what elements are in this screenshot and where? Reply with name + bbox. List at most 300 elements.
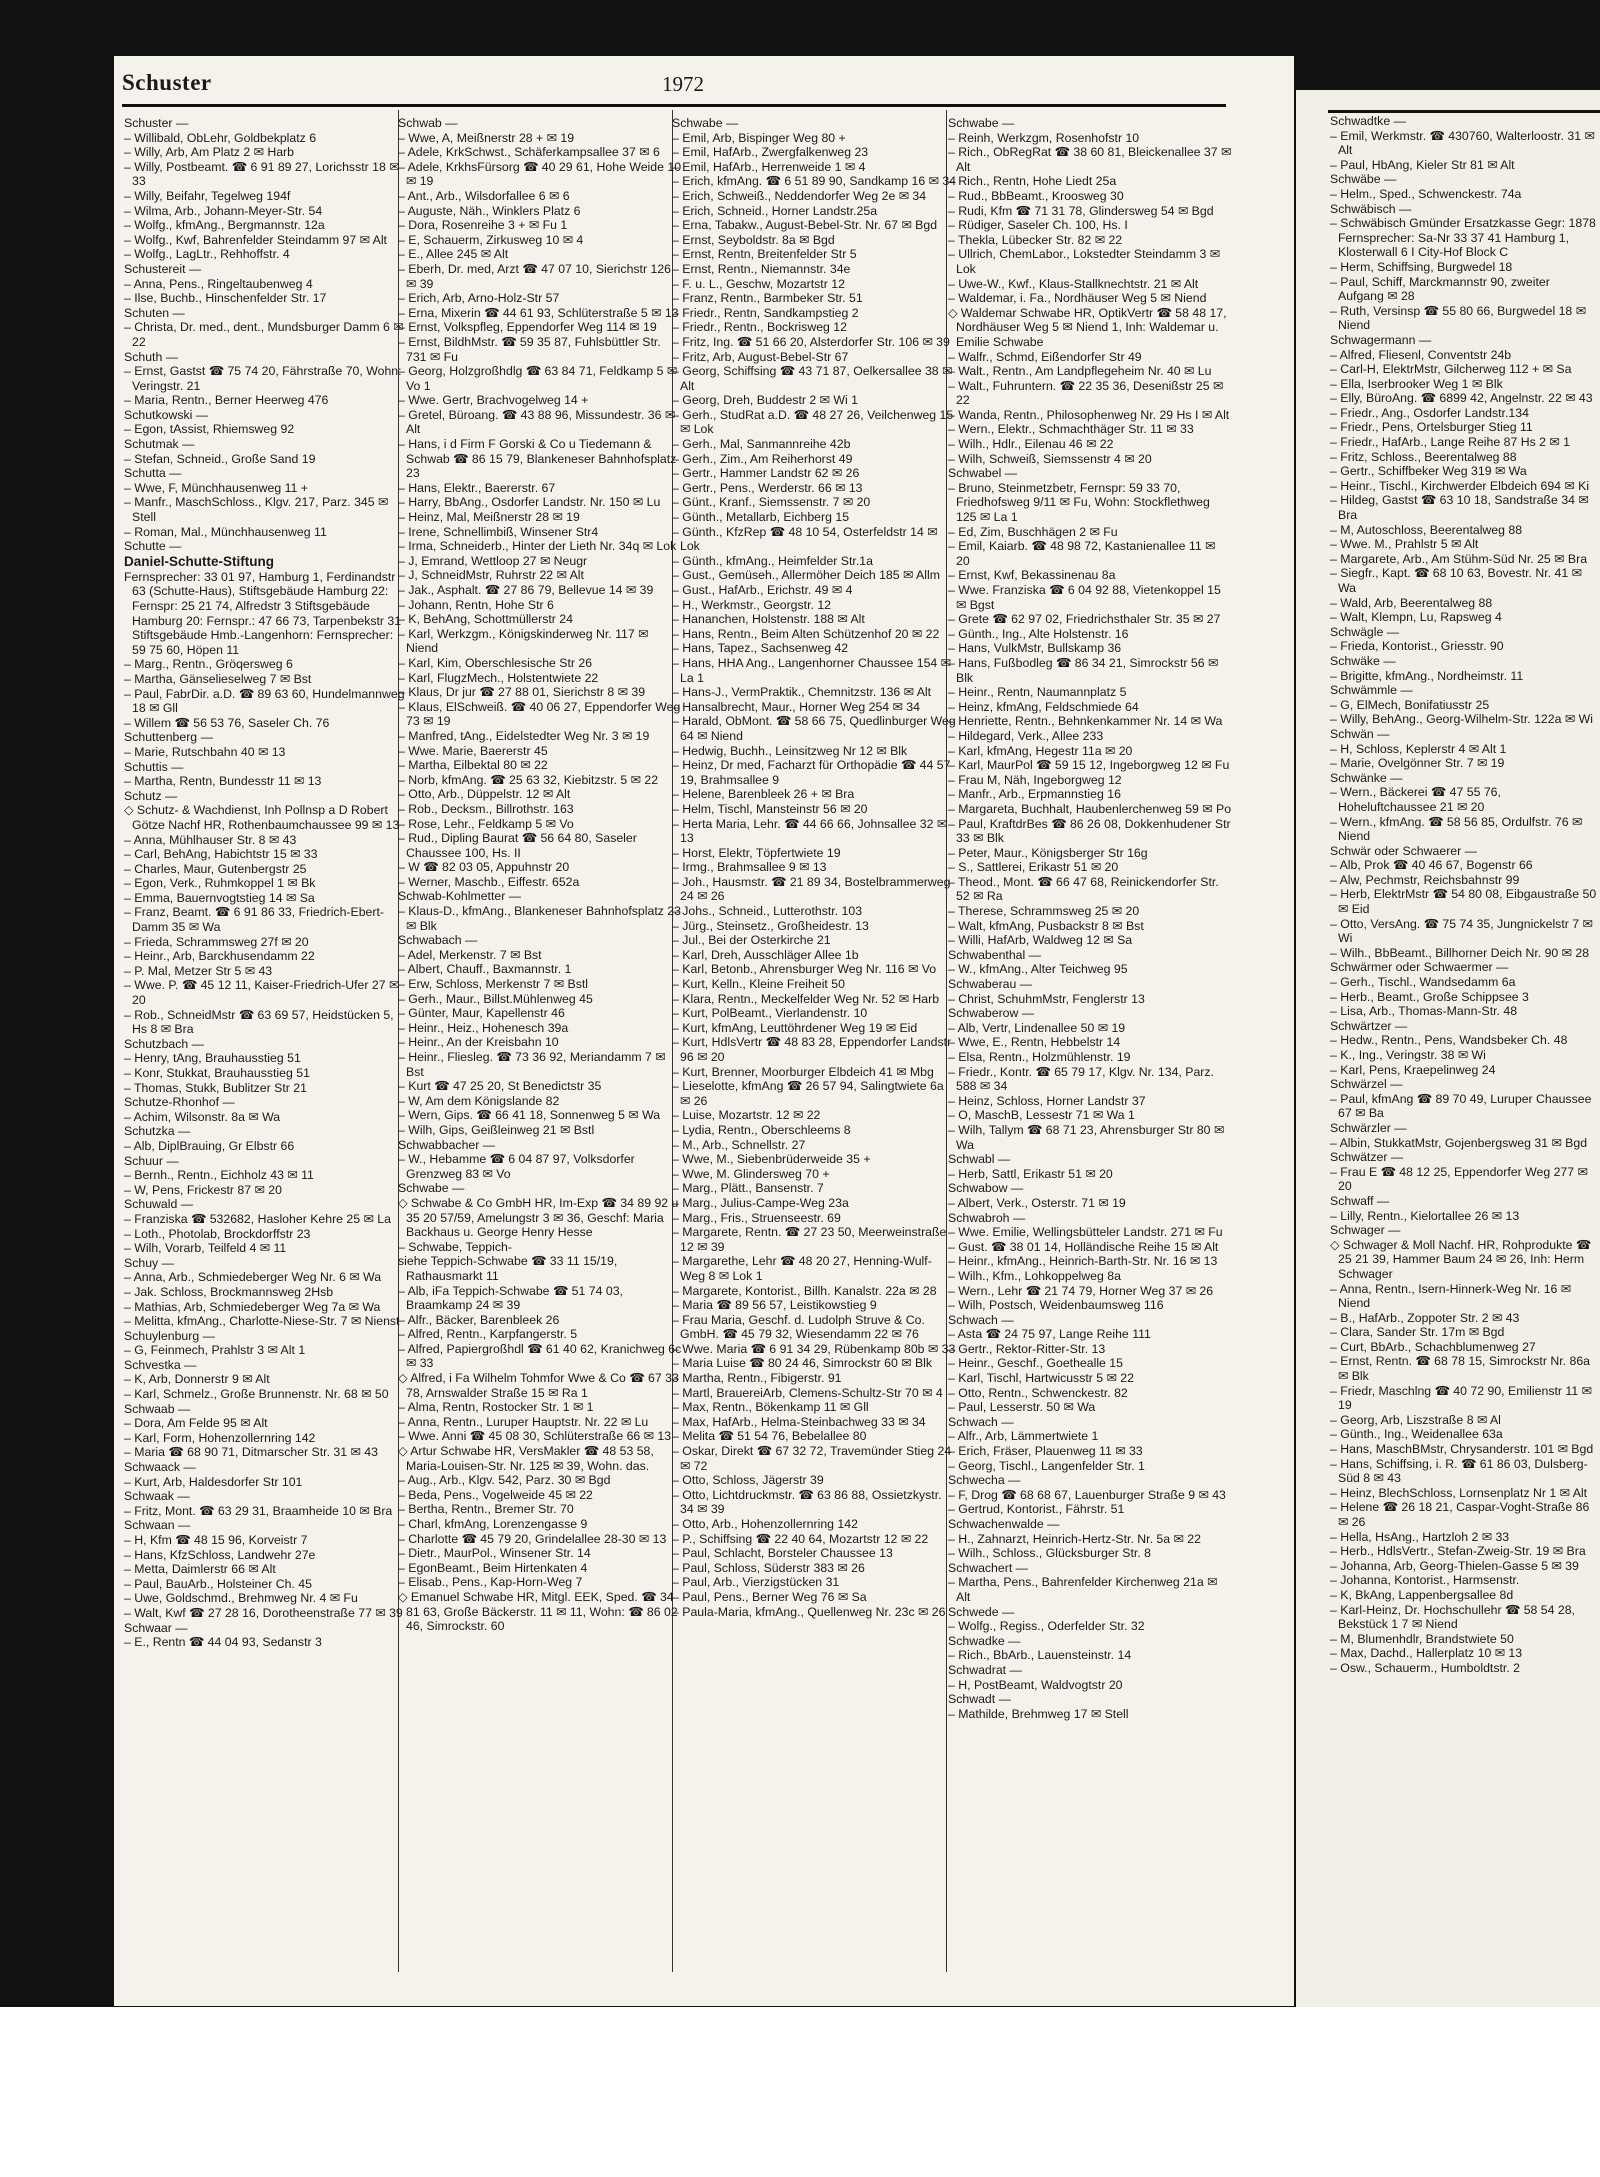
directory-entry: Schwabbacher —: [398, 1137, 496, 1152]
directory-entry: – Walfr., Schmd, Eißendorfer Str 49: [948, 349, 1142, 364]
directory-entry: – B., HafArb., Zoppoter Str. 2 ✉ 43: [1330, 1310, 1520, 1325]
directory-entry: Schwätzer —: [1330, 1150, 1404, 1165]
directory-entry: Schwabe —: [398, 1181, 465, 1196]
directory-entry: – Klaus-D., kfmAng., Blankeneser Bahnhofsplatz 23 ✉ Blk: [398, 904, 681, 933]
directory-entry: – Wolfg., Regiss., Oderfelder Str. 32: [948, 1619, 1145, 1634]
directory-entry: – E., Rentn ☎ 44 04 93, Sedanstr 3: [124, 1635, 322, 1650]
directory-entry: – Rich., BbArb., Lauensteinstr. 14: [948, 1648, 1132, 1663]
directory-entry: – Ernst, Gastst ☎ 75 74 20, Fährstraße 70, Wohn: Veringstr. 21: [124, 364, 402, 393]
directory-entry: – Aug., Arb., Klgv. 542, Parz. 30 ✉ Bgd: [398, 1473, 611, 1488]
directory-entry: Schwabl —: [948, 1152, 1011, 1167]
directory-entry: – Helene, Barenbleek 26 + ✉ Bra: [672, 787, 855, 802]
directory-entry: – Otto, Arb., Hohenzollernring 142: [672, 1517, 858, 1531]
directory-entry: – Emil, Arb, Bispinger Weg 80 +: [672, 130, 846, 145]
directory-entry: Schuster —: [124, 116, 189, 130]
directory-entry: – Otto, Arb., Düppelstr. 12 ✉ Alt: [398, 787, 571, 802]
directory-column-next-page: [1330, 114, 1598, 1964]
directory-entry: – Dora, Rosenreihe 3 + ✉ Fu 1: [398, 218, 568, 233]
directory-entry: – Wwe, E., Rentn, Hebbelstr 14: [948, 1035, 1121, 1050]
directory-entry: – Karl, Tischl, Hartwicusstr 5 ✉ 22: [948, 1371, 1134, 1386]
directory-entry: – Hananchen, Holstenstr. 188 ✉ Alt: [672, 612, 865, 627]
directory-entry: – Wern., kfmAng. ☎ 58 56 85, Ordulfstr. 76 ✉ Niend: [1330, 814, 1583, 844]
directory-entry: – Paul, FabrDir. a.D. ☎ 89 63 60, Hundelmannweg 18 ✉ Gll: [124, 686, 405, 716]
directory-entry: – Charles, Maur, Gutenbergstr 25: [124, 861, 307, 876]
directory-entry: – Wern., Lehr ☎ 21 74 79, Horner Weg 37 ✉ 26: [948, 1283, 1214, 1298]
directory-entry: Schwabach —: [398, 933, 478, 948]
directory-entry: Schwärtzer —: [1330, 1018, 1408, 1033]
directory-entry: – Osw., Schauerm., Humboldtstr. 2: [1330, 1660, 1520, 1675]
directory-entry: – Karl-Heinz, Dr. Hochschullehr ☎ 58 54 28, Bekstück 1 7 ✉ Niend: [1330, 1602, 1575, 1632]
directory-entry: – Margarethe, Lehr ☎ 48 20 27, Henning-Wulf-Weg 8 ✉ Lok 1: [672, 1254, 932, 1283]
directory-entry: – Gerh., Zim., Am Reiherhorst 49: [672, 451, 853, 466]
directory-entry: – Rich., ObRegRat ☎ 38 60 81, Bleickenallee 37 ✉ Alt: [948, 145, 1232, 174]
directory-entry: – Karl, Pens, Kraepelinweg 24: [1330, 1062, 1496, 1077]
directory-entry: – Manfr., Arb., Erpmannstieg 16: [948, 787, 1121, 802]
directory-entry: – Otto, Rentn., Schwenckestr. 82: [948, 1385, 1128, 1400]
directory-entry: – Paul, kfmAng ☎ 89 70 49, Luruper Chaussee 67 ✉ Ba: [1330, 1091, 1592, 1121]
directory-entry: Schutte —: [124, 539, 182, 554]
directory-entry: – Karl, Kim, Oberschlesische Str 26: [398, 655, 593, 670]
directory-entry: – Brigitte, kfmAng., Nordheimstr. 11: [1330, 668, 1524, 683]
directory-entry: – Wilma, Arb., Johann-Meyer-Str. 54: [124, 203, 323, 218]
directory-entry: – Schwabe, Teppich-: [398, 1239, 512, 1254]
directory-entry: – Adele, KrkhsFürsorg ☎ 40 29 61, Hohe Weide 10 ✉ 19: [398, 159, 682, 189]
directory-entry: – Fritz, Ing. ☎ 51 66 20, Alsterdorfer Str. 106 ✉ 39: [672, 334, 950, 349]
directory-entry: – Kurt, Kelln., Kleine Freiheit 50: [672, 977, 845, 992]
directory-entry: Schwadke —: [948, 1633, 1021, 1648]
directory-entry: – Friedr., HafArb., Lange Reihe 87 Hs 2 ✉ 1: [1330, 435, 1570, 450]
directory-entry: – J, Emrand, Wettloop 27 ✉ Neugr: [398, 553, 588, 568]
directory-entry: – Hans, i d Firm F Gorski & Co u Tiedemann & Schwab ☎ 86 15 79, Blankeneser Bahnhofsplatz 23: [398, 437, 677, 481]
directory-entry: – Hans, Schiffsing, i. R. ☎ 61 86 03, Dulsberg-Süd 8 ✉ 43: [1330, 1456, 1588, 1486]
directory-entry: – Ullrich, ChemLabor., Lokstedter Steindamm 3 ✉ Lok: [948, 247, 1221, 276]
directory-entry: – Joh., Hausmstr. ☎ 21 89 34, Bostelbrammerweg 24 ✉ 26: [672, 874, 951, 904]
directory-entry: – K, BkAng, Lappenbergsallee 8d: [1330, 1587, 1514, 1602]
directory-entry: Schwaberau —: [948, 977, 1033, 992]
directory-entry: – Johanna, Kontorist., Harmsenstr.: [1330, 1573, 1520, 1588]
directory-entry: – Friedr., Kontr. ☎ 65 79 17, Klgv. Nr. 134, Parz. 588 ✉ 34: [948, 1064, 1214, 1094]
directory-entry: – Hedw., Rentn., Pens, Wandsbeker Ch. 48: [1330, 1033, 1568, 1048]
directory-entry: – Mathias, Arb, Schmiedeberger Weg 7a ✉ Wa: [124, 1299, 381, 1314]
directory-entry: Schwänke —: [1330, 770, 1403, 785]
directory-entry: – Kurt, kfmAng, Leuttöhrdener Weg 19 ✉ Eid: [672, 1020, 918, 1035]
directory-entry: – Günth., kfmAng., Heimfelder Str.1a: [672, 553, 873, 568]
directory-entry: – Herm, Schiffsing, Burgwedel 18: [1330, 259, 1513, 274]
directory-entry: – Martha, Eilbektal 80 ✉ 22: [398, 758, 548, 773]
directory-entry: – Maria ☎ 89 56 57, Leistikowstieg 9: [672, 1298, 877, 1313]
directory-entry: Schwachert —: [948, 1560, 1028, 1575]
directory-entry: – Helm., Sped., Schwenckestr. 74a: [1330, 186, 1522, 201]
directory-entry: – Anna, Rentn., Luruper Hauptstr. Nr. 22 ✉ Lu: [398, 1414, 649, 1429]
directory-entry: – Ruth, Versinsp ☎ 55 80 66, Burgwedel 18 ✉ Niend: [1330, 303, 1586, 333]
directory-entry: – EgonBeamt., Beim Hirtenkaten 4: [398, 1560, 588, 1575]
directory-entry: – Paul, Schlacht, Borsteler Chaussee 13: [672, 1546, 893, 1561]
directory-entry: – Egon, Verk., Ruhmkoppel 1 ✉ Bk: [124, 876, 316, 891]
directory-entry: – Willi, HafArb, Waldweg 12 ✉ Sa: [948, 933, 1133, 948]
directory-entry: Schutzka —: [124, 1124, 191, 1139]
directory-entry: – Rud., Dipling Baurat ☎ 56 64 80, Saseler Chaussee 100, Hs. II: [398, 831, 637, 860]
directory-entry: – Konr, Stukkat, Brauhausstieg 51: [124, 1066, 310, 1080]
directory-entry: – Ernst, Rentn, Breitenfelder Str 5: [672, 247, 857, 262]
directory-entry: – Emil, Kaiarb. ☎ 48 98 72, Kastanienallee 11 ✉ 20: [948, 539, 1216, 568]
directory-entry: – Max, Rentn., Bökenkamp 11 ✉ Gll: [672, 1400, 869, 1415]
directory-column-2: [398, 116, 682, 1966]
directory-entry: Schwäbisch —: [1330, 201, 1412, 216]
directory-entry: – Karl, FlugzMech., Holstentwiete 22: [398, 670, 599, 685]
directory-entry: Schvestka —: [124, 1357, 197, 1372]
directory-entry: – Lisa, Arb., Thomas-Mann-Str. 48: [1330, 1004, 1518, 1019]
directory-entry: – Wilh, Vorarb, Teilfeld 4 ✉ 11: [124, 1241, 287, 1256]
directory-entry: – Bruno, Steinmetzbetr, Fernspr: 59 33 70, Friedhofsweg 9/11 ✉ Fu, Wohn: Stockflethweg 125 ✉ La 1: [948, 480, 1210, 525]
directory-entry: Schwabel —: [948, 466, 1018, 481]
directory-entry: – Gerh., Maur., Billst.Mühlenweg 45: [398, 991, 593, 1006]
directory-entry: – Willibald, ObLehr, Goldbekplatz 6: [124, 130, 317, 145]
directory-entry: – Emma, Bauernvogtstieg 14 ✉ Sa: [124, 890, 315, 905]
directory-entry: – G, ElMech, Bonifatiusstr 25: [1330, 697, 1490, 712]
directory-entry: – Stefan, Schneid., Große Sand 19: [124, 451, 316, 466]
directory-entry: ◇ Waldemar Schwabe HR, OptikVertr ☎ 58 48 17, Nordhäuser Weg 5 ✉ Niend 1, Inh: Waldemar u. Emilie Schwabe: [948, 305, 1227, 349]
directory-entry: – K., Ing., Veringstr. 38 ✉ Wi: [1330, 1048, 1486, 1062]
directory-entry: – Herb., Beamt., Große Schippsee 3: [1330, 989, 1529, 1004]
directory-entry: – Siegfr., Kapt. ☎ 68 10 63, Bovestr. Nr. 41 ✉ Wa: [1330, 566, 1582, 595]
directory-entry: – Erna, Mixerin ☎ 44 61 93, Schlüterstraße 5 ✉ 13: [398, 305, 679, 320]
directory-entry: Schwager —: [1330, 1223, 1401, 1238]
directory-entry: – Melita ☎ 51 54 76, Bebelallee 80: [672, 1429, 867, 1444]
directory-entry: – Ilse, Buchb., Hinschenfelder Str. 17: [124, 291, 327, 306]
directory-entry: – Ella, Iserbrooker Weg 1 ✉ Blk: [1330, 376, 1503, 391]
directory-entry: – Friedr., Ang., Osdorfer Landstr.134: [1330, 405, 1529, 420]
directory-entry: – Wwe. Marie, Baererstr 45: [398, 743, 548, 758]
directory-entry: – Alma, Rentn, Rostocker Str. 1 ✉ 1: [398, 1400, 594, 1415]
directory-entry: Schwadtke —: [1330, 114, 1406, 128]
directory-entry: – W., Hebamme ☎ 6 04 87 97, Volksdorfer Grenzweg 83 ✉ Vo: [398, 1152, 635, 1181]
directory-entry: – Paul, HbAng, Kieler Str 81 ✉ Alt: [1330, 157, 1515, 172]
directory-entry: – Heinr., Heiz., Hohenesch 39a: [398, 1020, 569, 1035]
directory-entry: – Marg., Rentn., Gröqersweg 6: [124, 657, 293, 672]
directory-entry: – Margarete, Arb., Am Stühm-Süd Nr. 25 ✉ Bra: [1330, 551, 1588, 566]
directory-entry: – Hans, Fußbodleg ☎ 86 34 21, Simrockstr 56 ✉ Blk: [948, 655, 1219, 685]
directory-entry: Schuylenburg —: [124, 1328, 215, 1343]
directory-entry: – Klaus, ElSchweiß. ☎ 40 06 27, Eppendorfer Weg 73 ✉ 19: [398, 699, 681, 729]
directory-entry: – Kurt ☎ 47 25 20, St Benedictstr 35: [398, 1079, 602, 1094]
directory-entry: – Kurt, Brenner, Moorburger Elbdeich 41 ✉ Mbg: [672, 1064, 934, 1079]
directory-entry: Schwaar —: [124, 1620, 188, 1635]
directory-entry: – Helene ☎ 26 18 21, Caspar-Voght-Straße 86 ✉ 26: [1330, 1500, 1590, 1529]
directory-entry: Schwaab —: [124, 1401, 191, 1416]
directory-entry: – Elsa, Rentn., Holzmühlenstr. 19: [948, 1050, 1131, 1064]
directory-entry: – P., Schiffsing ☎ 22 40 64, Mozartstr 12 ✉ 22: [672, 1531, 929, 1546]
directory-entry: – Marg., Fris., Struenseestr. 69: [672, 1210, 841, 1225]
directory-entry: – Wwe. Emilie, Wellingsbütteler Landstr. 271 ✉ Fu: [948, 1225, 1223, 1240]
directory-entry: – Willem ☎ 56 53 76, Saseler Ch. 76: [124, 715, 330, 730]
directory-entry: – Emil, HafArb., Zwergfalkenweg 23: [672, 145, 869, 160]
directory-entry: – O, MaschB, Lessestr 71 ✉ Wa 1: [948, 1108, 1135, 1123]
directory-entry: – Albin, StukkatMstr, Gojenbergsweg 31 ✉ Bgd: [1330, 1135, 1588, 1150]
directory-entry: – Mathilde, Brehmweg 17 ✉ Stell: [948, 1706, 1129, 1721]
directory-entry: – Alw, Pechmstr, Reichsbahnstr 99: [1330, 872, 1520, 887]
directory-entry: – Paul, KraftdrBes ☎ 86 26 08, Dokkenhudener Str 33 ✉ Blk: [948, 816, 1231, 846]
directory-entry: Schwach —: [948, 1312, 1014, 1327]
directory-entry: – Manfr., MaschSchloss., Klgv. 217, Parz. 345 ✉ Stell: [124, 495, 389, 525]
directory-entry: – Karl, Form, Hohenzollernring 142: [124, 1430, 316, 1445]
running-header-surname: Schuster: [122, 70, 212, 95]
directory-entry: – Thomas, Stukk, Bublitzer Str 21: [124, 1080, 307, 1095]
directory-entry: – Harry, BbAng., Osdorfer Landstr. Nr. 150 ✉ Lu: [398, 495, 661, 510]
directory-entry: Schuur —: [124, 1153, 179, 1168]
directory-entry: – S., Sattlerei, Erikastr 51 ✉ 20: [948, 860, 1119, 875]
directory-entry: – Egon, tAssist, Rhiemsweg 92: [124, 422, 295, 437]
directory-entry: ◇ Alfred, i Fa Wilhelm Tohmfor Wwe & Co ☎ 67 33 78, Arnswalder Straße 15 ✉ Ra 1: [398, 1371, 679, 1400]
directory-entry: – Herta Maria, Lehr. ☎ 44 66 66, Johnsallee 32 ✉ 13: [672, 816, 948, 846]
directory-entry: – M., Arb., Schnellstr. 27: [672, 1137, 806, 1152]
directory-entry: – Johanna, Arb, Georg-Thielen-Gasse 5 ✉ 39: [1330, 1558, 1579, 1573]
directory-entry: – Charlotte ☎ 45 79 20, Grindelallee 28-30 ✉ 13: [398, 1531, 667, 1546]
directory-entry: – Oskar, Direkt ☎ 67 32 72, Travemünder Stieg 24 ✉ 72: [672, 1444, 952, 1473]
directory-entry: – Karl, Werkzgm., Königskinderweg Nr. 117 ✉ Niend: [398, 626, 649, 656]
directory-entry: – Margarete, Kontorist., Billh. Kanalstr. 22a ✉ 28: [672, 1283, 937, 1298]
directory-entry: – Hans, Rentn., Beim Alten Schützenhof 20 ✉ 22: [672, 626, 940, 641]
directory-entry: ◇ Emanuel Schwabe HR, Mitgl. EEK, Sped. ☎ 34 81 63, Große Bäckerstr. 11 ✉ 11, Wohn: ☎ 86 02 46, Simrockstr. 60: [398, 1589, 678, 1634]
directory-entry: – Marie, Rutschbahn 40 ✉ 13: [124, 744, 286, 759]
directory-entry: Schuttis —: [124, 759, 184, 774]
directory-entry: – W ☎ 82 03 05, Appuhnstr 20: [398, 860, 570, 875]
directory-entry: – Jul., Bei der Osterkirche 21: [672, 933, 831, 948]
directory-entry: – Wilh, Postsch, Weidenbaumsweg 116: [948, 1298, 1164, 1313]
directory-entry: – Fritz, Mont. ☎ 63 29 31, Braamheide 10 ✉ Bra: [124, 1503, 393, 1518]
directory-entry: Schwadrat —: [948, 1662, 1022, 1677]
directory-entry: – Ed, Zim, Buschhägen 2 ✉ Fu: [948, 524, 1118, 539]
directory-entry: – Otto, VersAng. ☎ 75 74 35, Jungnickelstr 7 ✉ Wi: [1330, 916, 1593, 946]
directory-entry: – Melitta, kfmAng., Charlotte-Niese-Str. 7 ✉ Nienst: [124, 1314, 400, 1329]
directory-entry: – Kurt, HdlsVertr ☎ 48 83 28, Eppendorfer Landstr 96 ✉ 20: [672, 1035, 952, 1064]
directory-entry: – Rob., SchneidMstr ☎ 63 69 57, Heidstücken 5, Hs 8 ✉ Bra: [124, 1007, 394, 1037]
directory-entry: Schwecha —: [948, 1473, 1021, 1488]
directory-entry: – Alb, iFa Teppich-Schwabe ☎ 51 74 03, Braamkamp 24 ✉ 39: [398, 1283, 623, 1313]
directory-entry: – Roman, Mal., Münchhausenweg 11: [124, 524, 327, 539]
directory-entry: – Christ, SchuhmMstr, Fenglerstr 13: [948, 991, 1145, 1006]
directory-entry: – Hans, HHA Ang., Langenhorner Chaussee 154 ✉ La 1: [672, 655, 951, 685]
directory-entry: – Heinz, Mal, Meißnerstr 28 ✉ 19: [398, 510, 580, 525]
directory-entry: – Ernst, Rentn., Niemannstr. 34e: [672, 261, 851, 276]
directory-entry: – Waldemar, i. Fa., Nordhäuser Weg 5 ✉ Niend: [948, 291, 1207, 306]
page-number: 1972: [662, 72, 704, 96]
directory-entry: – Johs., Schneid., Lutterothstr. 103: [672, 904, 863, 919]
directory-entry: – Hans, Elektr., Baererstr. 67: [398, 480, 556, 495]
directory-entry: ◇ Schutz- & Wachdienst, Inh Pollnsp a D Robert Götze Nachf HR, Rothenbaumchaussee 99 ✉ 13: [124, 803, 400, 832]
directory-entry: – Günth., Ing., Alte Holstenstr. 16: [948, 626, 1129, 641]
directory-entry: – Walt., Fuhruntern. ☎ 22 35 36, Desenißstr 25 ✉ 22: [948, 378, 1224, 408]
directory-entry: – Franz, Beamt. ☎ 6 91 86 33, Friedrich-Ebert-Damm 35 ✉ Wa: [124, 905, 384, 935]
directory-entry: – Willy, Postbeamt. ☎ 6 91 89 27, Lorichsstr 18 ✉ 33: [124, 159, 400, 189]
directory-entry: – Martha, Rentn, Bundesstr 11 ✉ 13: [124, 774, 322, 789]
directory-entry: – Frau M, Näh, Ingeborgweg 12: [948, 772, 1122, 787]
directory-entry: – Hildeg, Gastst ☎ 63 10 18, Sandstraße 34 ✉ Bra: [1330, 493, 1589, 523]
directory-entry: – Curt, BbArb., Schachblumenweg 27: [1330, 1339, 1536, 1354]
directory-entry: – Wolfg., Kwf, Bahrenfelder Steindamm 97 ✉ Alt: [124, 232, 387, 247]
directory-entry: – Herb, ElektrMstr ☎ 54 80 08, Eibgaustraße 50 ✉ Eid: [1330, 887, 1597, 917]
directory-entry: – Wwe, M. Glindersweg 70 +: [672, 1166, 830, 1181]
directory-entry: – W, Am dem Königslande 82: [398, 1093, 560, 1108]
directory-entry: – Marg., Plätt., Bansenstr. 7: [672, 1181, 824, 1196]
directory-entry: – Gertrud, Kontorist., Fährstr. 51: [948, 1502, 1125, 1517]
directory-entry: – Gertr., Hammer Landstr 62 ✉ 26: [672, 466, 860, 481]
directory-entry: Schwede —: [948, 1604, 1015, 1619]
directory-entry: Schutmak —: [124, 437, 195, 452]
directory-entry: – Lieselotte, kfmAng ☎ 26 57 94, Salingtwiete 6a ✉ 26: [672, 1079, 944, 1108]
directory-entry: Schuy —: [124, 1255, 174, 1270]
directory-entry: – Frau E ☎ 48 12 25, Eppendorfer Weg 277 ✉ 20: [1330, 1164, 1588, 1194]
next-page-header-rule: [1328, 110, 1600, 113]
directory-entry: – Martha, Rentn., Fibigerstr. 91: [672, 1371, 842, 1386]
directory-entry: – Irene, Schnellimbiß, Winsener Str4: [398, 524, 599, 539]
directory-entry: – Friedr., Rentn, Sandkampstieg 2: [672, 305, 859, 320]
directory-entry: – W, Pens, Frickestr 87 ✉ 20: [124, 1182, 282, 1197]
directory-entry: Schuten —: [124, 305, 185, 320]
directory-entry: – Willy, Arb, Am Platz 2 ✉ Harb: [124, 145, 294, 160]
directory-entry: – Clara, Sander Str. 17m ✉ Bgd: [1330, 1325, 1505, 1340]
directory-entry: Schwärzel —: [1330, 1077, 1403, 1092]
directory-entry: – Carl, BehAng, Habichtstr 15 ✉ 33: [124, 847, 318, 862]
directory-entry: – Emil, Werkmstr. ☎ 430760, Walterloostr. 31 ✉ Alt: [1330, 128, 1595, 158]
directory-entry: – Karl, Betonb., Ahrensburger Weg Nr. 116 ✉ Vo: [672, 962, 937, 977]
directory-entry: – Alfr., Bäcker, Barenbleek 26: [398, 1312, 560, 1327]
directory-entry: Schwabe —: [948, 116, 1015, 130]
directory-entry: – Gertr., Rektor-Ritter-Str. 13: [948, 1341, 1106, 1356]
directory-entry: Schwab-Kohlmetter —: [398, 889, 522, 904]
directory-entry: – Gertr., Pens., Werderstr. 66 ✉ 13: [672, 480, 863, 495]
directory-entry: – Johann, Rentn, Hohe Str 6: [398, 597, 554, 612]
directory-entry: – Kurt, PolBeamt., Vierlandenstr. 10: [672, 1006, 868, 1021]
directory-entry: – Günt., Kranf., Siemssenstr. 7 ✉ 20: [672, 495, 871, 510]
directory-entry: – Heinr., An der Kreisbahn 10: [398, 1035, 559, 1050]
directory-entry: – Rud., BbBeamt., Kroosweg 30: [948, 188, 1124, 203]
directory-entry: – Georg, Dreh, Buddestr 2 ✉ Wi 1: [672, 393, 858, 408]
directory-entry: – Ernst, Volkspfleg, Eppendorfer Weg 114 ✉ 19: [398, 320, 657, 335]
directory-column-3: [672, 116, 956, 1966]
directory-entry: – Emil, HafArb., Herrenweide 1 ✉ 4: [672, 159, 866, 174]
directory-entry: ◇ Artur Schwabe HR, VersMakler ☎ 48 53 58, Maria-Louisen-Str. Nr. 125 ✉ 39, Wohn. das.: [398, 1444, 654, 1473]
directory-entry: – Gretel, Büroang. ☎ 43 88 96, Missundestr. 36 ✉ Alt: [398, 407, 676, 437]
directory-entry: – Jak. Schloss, Brockmannsweg 2Hsb: [124, 1284, 334, 1299]
directory-entry: – Wwe, M., Siebenbrüderweide 35 +: [672, 1152, 871, 1167]
directory-entry: – Albert, Chauff., Baxmannstr. 1: [398, 962, 572, 977]
directory-entry: – Klaus, Dr jur ☎ 27 88 01, Sierichstr 8 ✉ 39: [398, 685, 646, 700]
directory-entry: – Wern, Gips. ☎ 66 41 18, Sonnenweg 5 ✉ Wa: [398, 1108, 661, 1123]
directory-entry: Schwärzler —: [1330, 1120, 1407, 1135]
directory-entry: – Alb, Prok ☎ 40 46 67, Bogenstr 66: [1330, 858, 1533, 873]
directory-entry: Schwäke —: [1330, 653, 1396, 668]
directory-entry: Schutze-Rhonhof —: [124, 1095, 235, 1110]
directory-entry: Schuwald —: [124, 1197, 194, 1212]
directory-entry: – Kurt, Arb, Haldesdorfer Str 101: [124, 1474, 303, 1489]
directory-entry: – Hans-J., VermPraktik., Chemnitzstr. 136 ✉ Alt: [672, 685, 932, 700]
directory-entry: Schwagermann —: [1330, 332, 1432, 347]
directory-entry: – Hans, KfzSchloss, Landwehr 27e: [124, 1547, 316, 1562]
directory-entry: – Wilh., Hdlr., Eilenau 46 ✉ 22: [948, 437, 1114, 452]
directory-entry: – Wwe. Franziska ☎ 6 04 92 88, Vietenkoppel 15 ✉ Bgst: [948, 583, 1221, 612]
directory-entry: – Heinz, Dr med, Facharzt für Orthopädie ☎ 44 57 19, Brahmsallee 9: [672, 758, 951, 787]
directory-entry: – Ernst, Seyboldstr. 8a ✉ Bgd: [672, 232, 835, 247]
directory-entry: Daniel-Schutte-Stiftung: [124, 553, 274, 569]
directory-entry: – Paul, BauArb., Holsteiner Ch. 45: [124, 1576, 312, 1591]
directory-entry: – Otto, Schloss, Jägerstr 39: [672, 1473, 824, 1488]
directory-entry: Schwän —: [1330, 726, 1390, 741]
directory-entry: – Georg, Arb, Liszstraße 8 ✉ Al: [1330, 1412, 1501, 1427]
directory-entry: – Heinr., kfmAng., Heinrich-Barth-Str. Nr. 16 ✉ 13: [948, 1254, 1218, 1269]
directory-entry: – Grete ☎ 62 97 02, Friedrichsthaler Str. 35 ✉ 27: [948, 612, 1221, 627]
directory-entry: – G, Feinmech, Prahlstr 3 ✉ Alt 1: [124, 1343, 306, 1358]
directory-entry: – Maria ☎ 68 90 71, Ditmarscher Str. 31 ✉ 43: [124, 1445, 378, 1460]
directory-entry: – Karl, Dreh, Ausschläger Allee 1b: [672, 947, 859, 962]
directory-entry: – Irmg., Brahmsallee 9 ✉ 13: [672, 860, 827, 875]
directory-entry: Schutta —: [124, 466, 182, 481]
directory-entry: – H, PostBeamt, Waldvogtstr 20: [948, 1677, 1123, 1692]
directory-entry: – Max, Dachd., Hallerplatz 10 ✉ 13: [1330, 1646, 1523, 1661]
directory-entry: – Dietr., MaurPol., Winsener Str. 14: [398, 1546, 591, 1561]
directory-entry: – Anna, Arb., Schmiedeberger Weg Nr. 6 ✉ Wa: [124, 1270, 382, 1285]
directory-entry: – Wwe, A, Meißnerstr 28 + ✉ 19: [398, 130, 575, 145]
directory-entry: ◇ Schwabe & Co GmbH HR, Im-Exp ☎ 34 89 92 u 35 20 57/59, Amelungstr 3 ✉ 36, Geschf: Maria Backhaus u. George Henry Hesse: [398, 1195, 679, 1240]
directory-entry: – J, SchneidMstr, Ruhrstr 22 ✉ Alt: [398, 568, 584, 583]
directory-entry: – Georg, Schiffsing ☎ 43 71 87, Oelkersallee 38 ✉ Alt: [672, 364, 953, 393]
directory-entry: – Maria, Rentn., Berner Heerweg 476: [124, 393, 329, 408]
directory-entry: – Ernst, BildhMstr. ☎ 59 35 87, Fuhlsbüttler Str. 731 ✉ Fu: [398, 334, 661, 364]
directory-entry: – Hella, HsAng., Hartzloh 2 ✉ 33: [1330, 1529, 1510, 1544]
directory-entry: – Heinz, BlechSchloss, Lornsenplatz Nr 1 ✉ Alt: [1330, 1485, 1588, 1500]
directory-entry: Schwach —: [948, 1414, 1014, 1429]
directory-entry: – Heinr., Fliesleg. ☎ 73 36 92, Meriandamm 7 ✉ Bst: [398, 1050, 666, 1079]
directory-entry: – Margareta, Buchhalt, Haubenlerchenweg 59 ✉ Po: [948, 801, 1232, 816]
directory-entry: – Alb, DiplBrauing, Gr Elbstr 66: [124, 1138, 295, 1153]
directory-entry: – Gerh., StudRat a.D. ☎ 48 27 26, Veilchenweg 15 ✉ Lok: [672, 407, 954, 437]
directory-entry: – Luise, Mozartstr. 12 ✉ 22: [672, 1108, 821, 1123]
directory-entry: – Friedr., Rentn., Bockrisweg 12: [672, 320, 847, 335]
directory-entry: – Martha, Pens., Bahrenfelder Kirchenweg 21a ✉ Alt: [948, 1575, 1218, 1604]
directory-entry: – Franz, Rentn., Barmbeker Str. 51: [672, 291, 863, 306]
directory-entry: – Ernst, Kwf, Bekassinenau 8a: [948, 568, 1116, 583]
directory-entry: – Hildegard, Verk., Allee 233: [948, 728, 1104, 743]
directory-entry: – E, Schauerm, Zirkusweg 10 ✉ 4: [398, 232, 584, 247]
directory-entry: – Georg, Holzgroßhdlg ☎ 63 84 71, Feldkamp 5 ✉ Vo 1: [398, 364, 678, 393]
directory-entry: – Dora, Am Felde 95 ✉ Alt: [124, 1416, 268, 1431]
directory-entry: – Erich, Schweiß., Neddendorfer Weg 2e ✉ 34: [672, 188, 927, 203]
directory-entry: – K, Arb, Donnerstr 9 ✉ Alt: [124, 1372, 270, 1387]
directory-entry: – W., kfmAng., Alter Teichweg 95: [948, 962, 1128, 977]
directory-entry: – Wilh., Schloss., Glücksburger Str. 8: [948, 1546, 1151, 1561]
directory-entry: – Heinz, Schloss, Horner Landstr 37: [948, 1093, 1146, 1108]
directory-entry: – Wilh, Schweiß, Siemssenstr 4 ✉ 20: [948, 451, 1152, 466]
directory-entry: – Charl, kfmAng, Lorenzengasse 9: [398, 1517, 588, 1531]
directory-entry: – Wwe. P. ☎ 45 12 11, Kaiser-Friedrich-Ufer 27 ✉ 20: [124, 978, 400, 1008]
directory-entry: – Wolfg., LagLtr., Rehhoffstr. 4: [124, 247, 290, 262]
directory-entry: – Beda, Pens., Vogelweide 45 ✉ 22: [398, 1487, 593, 1502]
directory-entry: – Friedr., Pens, Ortelsburger Stieg 11: [1330, 420, 1533, 435]
directory-entry: – Walt, kfmAng, Pusbackstr 8 ✉ Bst: [948, 918, 1144, 933]
directory-entry: – Alfred, Papiergroßhdl ☎ 61 40 62, Kranichweg 6c ✉ 33: [398, 1341, 682, 1371]
directory-entry: Schwaberow —: [948, 1006, 1035, 1021]
directory-entry: – Wilh., BbBeamt., Billhorner Deich Nr. 90 ✉ 28: [1330, 945, 1590, 960]
directory-entry: Schwägle —: [1330, 624, 1400, 639]
directory-entry: – Rudi, Kfm ☎ 71 31 78, Glindersweg 54 ✉ Bgd: [948, 203, 1214, 218]
directory-entry: – Eberh, Dr. med, Arzt ☎ 47 07 10, Sierichstr 126 ✉ 39: [398, 261, 671, 291]
directory-entry: – Karl, kfmAng, Hegestr 11a ✉ 20: [948, 743, 1133, 758]
directory-entry: – Metta, Daimlerstr 66 ✉ Alt: [124, 1562, 276, 1577]
directory-entry: Schustereit —: [124, 261, 202, 276]
directory-entry: – Jürg., Steinsetz., Großheidestr. 13: [672, 918, 869, 933]
directory-entry: – Hansalbrecht, Maur., Horner Weg 254 ✉ 34: [672, 699, 920, 714]
directory-entry: – Willy, BehAng., Georg-Wilhelm-Str. 122a ✉ Wi: [1330, 712, 1593, 727]
directory-entry: – Gust., HafArb., Erichstr. 49 ✉ 4: [672, 583, 853, 597]
